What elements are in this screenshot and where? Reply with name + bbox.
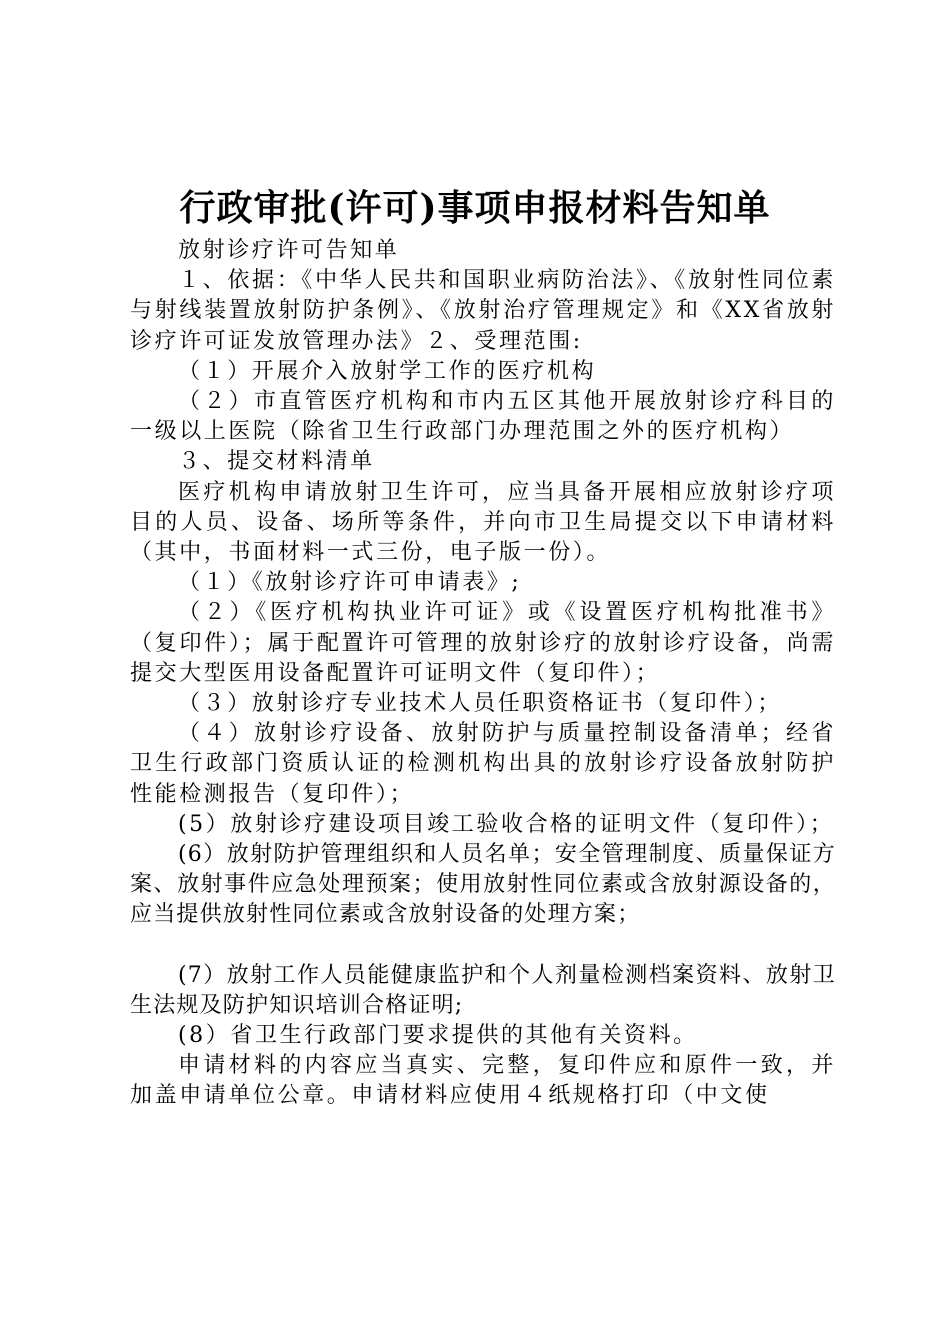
paragraph-gap xyxy=(130,931,836,961)
subtitle-paragraph: 放射诊疗许可告知单 xyxy=(178,238,400,263)
material-item-5: (5）放射诊疗建设项目竣工验收合格的证明文件（复印件）； xyxy=(178,811,835,837)
document-body xyxy=(130,236,836,1112)
material-item-4: （４）放射诊疗设备、放射防护与质量控制设备清单；经省卫生行政部门资质认证的检测机构出具的放射诊疗设备放射防护性能检测报告（复印件）； xyxy=(130,721,836,807)
material-item-6: (6）放射防护管理组织和人员名单；安全管理制度、质量保证方案、放射事件应急处理预案；使用放射性同位素或含放射源设备的，应当提供放射性同位素或含放射设备的处理方案； xyxy=(130,842,836,928)
requirements-paragraph: 申请材料的内容应当真实、完整，复印件应和原件一致，并加盖申请单位公章。申请材料应使用４纸规格打印（中文使 xyxy=(130,1053,836,1109)
material-item-3: （３）放射诊疗专业技术人员任职资格证书（复印件）； xyxy=(178,691,783,717)
material-item-1: （１）《放射诊疗许可申请表》; xyxy=(178,570,522,596)
material-item-7: (7）放射工作人员能健康监护和个人剂量检测档案资料、放射卫生法规及防护知识培训合格证明; xyxy=(130,962,836,1018)
document-title: 行政审批(许可)事项申报材料告知单 xyxy=(179,187,771,229)
materials-intro: 医疗机构申请放射卫生许可，应当具备开展相应放射诊疗项目的人员、设备、场所等条件，并向市卫生局提交以下申请材料（其中，书面材料一式三份，电子版一份）。 xyxy=(130,479,836,566)
material-item-2: （２）《医疗机构执业许可证》或《设置医疗机构批准书》（复印件）；属于配置许可管理的放射诊疗的放射诊疗设备，尚需提交大型医用设备配置许可证明文件（复印件）； xyxy=(130,600,836,686)
basis-paragraph: １、依据：《中华人民共和国职业病防治法》、《放射性同位素与射线装置放射防护条例》、《放射治疗管理规定》和《XX省放射诊疗许可证发放管理办法》２、受理范围: xyxy=(130,268,836,354)
material-item-8: (8）省卫生行政部门要求提供的其他有关资料。 xyxy=(178,1023,698,1049)
scope-item-2: （２）市直管医疗机构和市内五区其他开展放射诊疗科目的一级以上医院（除省卫生行政部门办理范围之外的医疗机构） xyxy=(130,389,836,445)
materials-heading: ３、提交材料清单 xyxy=(178,449,375,475)
scope-item-1: （１）开展介入放射学工作的医疗机构 xyxy=(178,358,597,384)
